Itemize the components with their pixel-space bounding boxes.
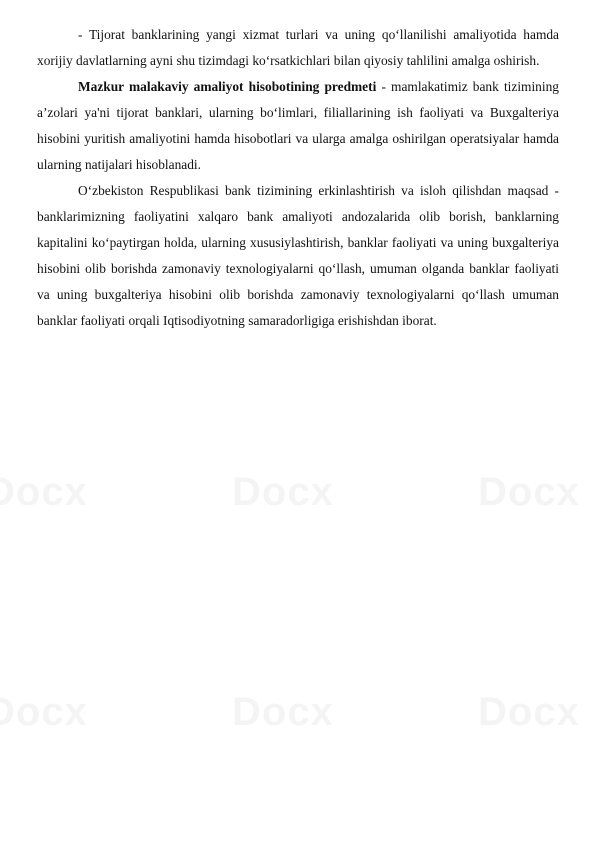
paragraph-text: - Tijorat banklarining yangi xizmat turlari va uning qo‘llanilishi amaliyotida hamda xorijiy davlatlarning ayni shu tizimdagi ko‘rsatkichlari bilan qiyosiy tahlilini amalga oshirish.	[37, 27, 559, 68]
watermark	[478, 690, 580, 735]
document-body	[37, 22, 559, 334]
paragraph-bold-lead: Mazkur malakaviy amaliyot hisobotining predmeti	[78, 79, 377, 94]
watermark	[232, 690, 334, 735]
paragraph	[37, 178, 559, 334]
watermark	[232, 470, 334, 515]
paragraph	[37, 22, 559, 74]
paragraph-text: O‘zbekiston Respublikasi bank tizimining erkinlashtirish va isloh qilishdan maqsad - banklarimizning faoliyatini xalqaro bank amaliyoti andozalarida olib borish, banklarning kapitalini ko‘paytirgan holda, ularning xususiylashtirish, banklar faoliyati va uning buxgalteriya hisobini olib borishda zamonaviy texnologiyalarni qo‘llash, umuman olganda banklar faoliyati va uning buxgalteriya hisobini olib borishda zamonaviy texnologiyalarni qo‘llash umuman banklar faoliyati orqali Iqtisodiyotning samaradorligiga erishishdan iborat.	[37, 183, 559, 328]
paragraph-text: - mamlakatimiz bank tizimining a’zolari ya'ni tijorat banklari, ularning bo‘limlari, filiallarining ish faoliyati va Buxgalteriya hisobini yuritish amaliyotini hamda hisobotlari va ularga amalga oshirilgan operatsiyalar hamda ularning natijalari hisoblanadi.	[37, 79, 559, 172]
watermark	[0, 690, 88, 735]
paragraph	[37, 74, 559, 178]
watermark	[0, 470, 88, 515]
watermark	[478, 470, 580, 515]
